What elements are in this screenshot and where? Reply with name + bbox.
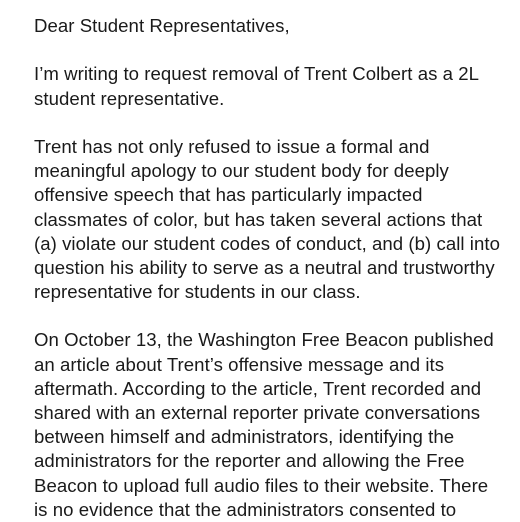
paragraph-spacer: [34, 38, 520, 62]
paragraph-2: [34, 135, 520, 304]
paragraph-line: administrators for the reporter and allowing the Free: [34, 450, 465, 472]
paragraph-spacer: [34, 304, 520, 328]
paragraph-line: an article about Trent’s offensive message and its: [34, 353, 445, 375]
paragraph-line: representative for students in our class.: [34, 281, 361, 303]
paragraph-line: offensive speech that has particularly impacted: [34, 184, 423, 206]
paragraph-line: between himself and administrators, identifying the: [34, 426, 455, 448]
paragraph-3: [34, 328, 520, 522]
paragraph-line: student representative.: [34, 87, 225, 109]
paragraph-line: Beacon to upload full audio files to their website. There: [34, 474, 489, 496]
paragraph-line: (a) violate our student codes of conduct, and (b) call into: [34, 232, 500, 254]
paragraph-spacer: [34, 111, 520, 135]
paragraph-line: classmates of color, but has taken several actions that: [34, 208, 483, 230]
paragraph-line: I’m writing to request removal of Trent Colbert as a 2L: [34, 63, 480, 85]
paragraph-line: aftermath. According to the article, Trent recorded and: [34, 377, 482, 399]
letter-body: [34, 14, 520, 522]
paragraph-line: Trent has not only refused to issue a formal and: [34, 135, 430, 157]
paragraph-1: [34, 62, 520, 110]
paragraph-line: shared with an external reporter private conversations: [34, 402, 481, 423]
paragraph-line: On October 13, the Washington Free Beacon published: [34, 329, 494, 351]
paragraph-line: meaningful apology to our student body for deeply: [34, 160, 449, 182]
paragraph-line: question his ability to serve as a neutral and trustworthy: [34, 256, 495, 278]
salutation: Dear Student Representatives,: [34, 15, 290, 36]
paragraph-line: is no evidence that the administrators consented to: [34, 498, 457, 520]
